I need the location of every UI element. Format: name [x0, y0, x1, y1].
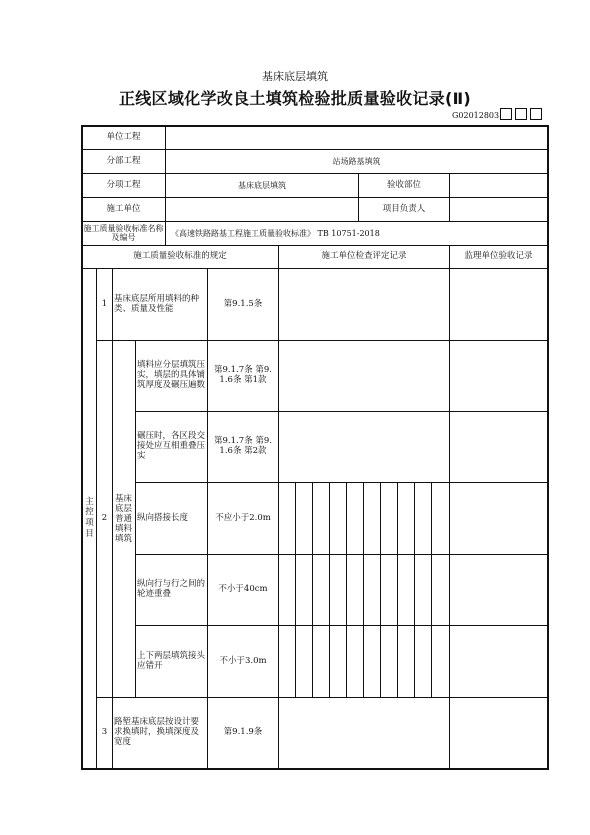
item-1-supervision-field[interactable]: [450, 269, 547, 340]
project-manager-label: 项目负责人: [382, 203, 426, 214]
item-3-supervision-field[interactable]: [450, 698, 547, 768]
item-1-text: 基床底层所用填料的种类、质量及性能: [114, 293, 200, 314]
acceptance-part-label: 验收部位: [386, 179, 421, 190]
item-1-clause: 第9.1.5条: [223, 298, 263, 309]
form-title: 正线区域化学改良土填筑检验批质量验收记录(Ⅱ): [118, 89, 472, 108]
subitem-label: 分项工程: [106, 179, 141, 190]
item-2-group: 基床底层普通填料填筑: [114, 493, 132, 545]
construction-unit-label: 施工单位: [106, 203, 141, 214]
item-2-number: 2: [101, 513, 108, 524]
unit-project-label: 单位工程: [106, 131, 141, 142]
column-supervision: 监理单位验收记录: [464, 251, 533, 262]
item-2-sub-5-clause: 不小于3.0m: [219, 655, 267, 666]
subitem-field[interactable]: 基床底层填筑: [238, 180, 286, 190]
item-2-sub-1-clause: 第9.1.7条 第9.1.6条 第1款: [214, 365, 272, 385]
code-box-2[interactable]: [515, 108, 527, 120]
standard-field[interactable]: 《高速铁路路基工程施工质量验收标准》 TB 10751-2018: [171, 228, 380, 238]
item-3-text: 路堑基床底层按设计要求换填时，换填深度及宽度: [114, 717, 200, 747]
acceptance-part-field[interactable]: [450, 174, 547, 197]
project-manager-field[interactable]: [450, 198, 547, 221]
division-field[interactable]: 站场路基填筑: [332, 156, 381, 166]
code-box-1[interactable]: [500, 108, 512, 120]
form-subtitle: 基床底层填筑: [262, 70, 328, 83]
form-code: G02012803: [452, 111, 500, 120]
main-control-label: 主控项目: [85, 496, 94, 539]
item-2-sub-2-text: 碾压时，各区段交接处应互相重叠压实: [137, 431, 206, 461]
item-1-check-field[interactable]: [279, 269, 449, 340]
item-2-sub-1-text: 填料应分层填筑压实，填层的具体铺筑厚度及碾压遍数: [137, 360, 206, 390]
item-2-sub-4-text: 纵向行与行之间的轮迹重叠: [137, 579, 206, 599]
item-2-sub-5-text: 上下两层填筑接头应错开: [137, 650, 206, 671]
division-label: 分部工程: [106, 155, 141, 166]
item-3-number: 3: [101, 727, 108, 738]
item-2-sub-4-clause: 不小于40cm: [218, 584, 268, 595]
column-construction-check: 施工单位检查评定记录: [321, 251, 407, 262]
item-2-sub-3-clause: 不应小于2.0m: [215, 512, 271, 523]
standard-label: 施工质量验收标准名称及编号: [83, 223, 164, 242]
item-3-check-field[interactable]: [279, 698, 449, 768]
code-box-3[interactable]: [530, 108, 542, 120]
item-2-sub-2-clause: 第9.1.7条 第9.1.6条 第2款: [214, 436, 272, 456]
item-2-sub-3-text: 纵向搭接长度: [137, 512, 189, 523]
item-1-number: 1: [101, 298, 108, 309]
construction-unit-field[interactable]: [166, 198, 358, 221]
unit-project-field[interactable]: [166, 126, 547, 149]
column-spec: 施工质量验收标准的规定: [133, 251, 227, 262]
item-3-clause: 第9.1.9条: [223, 727, 263, 738]
